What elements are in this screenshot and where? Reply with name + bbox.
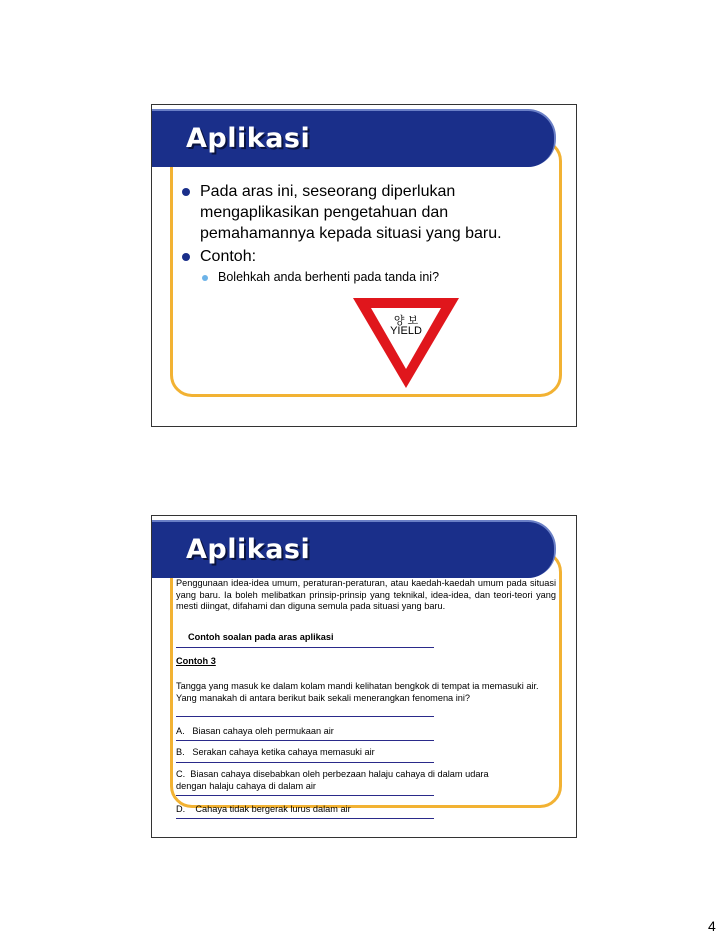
option-a: [176, 726, 561, 738]
divider: [176, 647, 434, 648]
yield-sign: [350, 295, 462, 391]
yield-sign-korean: 양 보: [393, 315, 419, 327]
intro-paragraph: Penggunaan idea-idea umum, peraturan-peraturan, atau kaedah-kaedah umum pada situasi yang baru. Ia boleh melibatkan prinsip-prinsip yang teknikal, idea-idea, dan teori-teori yang mesti diingat, difahami dan diguna semula pada situasi yang baru.: [176, 578, 556, 611]
option-text: Biasan cahaya disebabkan oleh perbezaan halaju cahaya di dalam udara dengan halaju cahaya di dalam air: [176, 769, 489, 791]
bullet-dot-icon: [182, 253, 190, 261]
option-text: Serakan cahaya ketika cahaya memasuki air: [192, 747, 375, 757]
bullet-1-line-3: pemahamannya kepada situasi yang baru.: [200, 225, 502, 242]
sub-bullet-dot-icon: [202, 275, 208, 281]
sub-bullet-text: Bolehkah anda berhenti pada tanda ini?: [218, 270, 440, 284]
example-label: Contoh 3: [176, 656, 216, 666]
option-letter: C.: [176, 769, 186, 779]
option-letter: B.: [176, 747, 185, 757]
option-letter: A.: [176, 726, 185, 736]
option-d: [176, 804, 561, 816]
divider: [176, 740, 434, 741]
divider: [176, 818, 434, 819]
title-banner: [152, 522, 554, 578]
option-text: Biasan cahaya oleh permukaan air: [192, 726, 334, 736]
option-text: Cahaya tidak bergerak lurus dalam air: [195, 804, 351, 814]
divider: [176, 762, 434, 763]
option-c: [176, 769, 516, 792]
bullet-1-line-1: Pada aras ini, seseorang diperlukan: [200, 183, 456, 200]
yield-sign-english: YIELD: [390, 325, 422, 337]
page-number: 4: [708, 918, 716, 934]
title-banner: [152, 111, 554, 167]
option-b: [176, 747, 561, 759]
yield-sign-icon: [350, 295, 462, 391]
subheading: Contoh soalan pada aras aplikasi: [188, 632, 334, 642]
option-letter: D.: [176, 804, 186, 814]
bullet-dot-icon: [182, 188, 190, 196]
divider: [176, 795, 434, 796]
slide-1: [151, 104, 577, 427]
slide-2: [151, 515, 577, 838]
bullet-2-text: Contoh:: [200, 248, 257, 265]
slide-title: Aplikasi: [186, 534, 311, 565]
question-text: Tangga yang masuk ke dalam kolam mandi kelihatan bengkok di tempat ia memasuki air. Yang manakah di antara berikut baik sekali menerangkan fenomena ini?: [176, 681, 539, 703]
slide-title: Aplikasi: [186, 123, 311, 154]
bullet-1-line-2: mengaplikasikan pengetahuan dan: [200, 204, 449, 221]
divider: [176, 716, 434, 717]
